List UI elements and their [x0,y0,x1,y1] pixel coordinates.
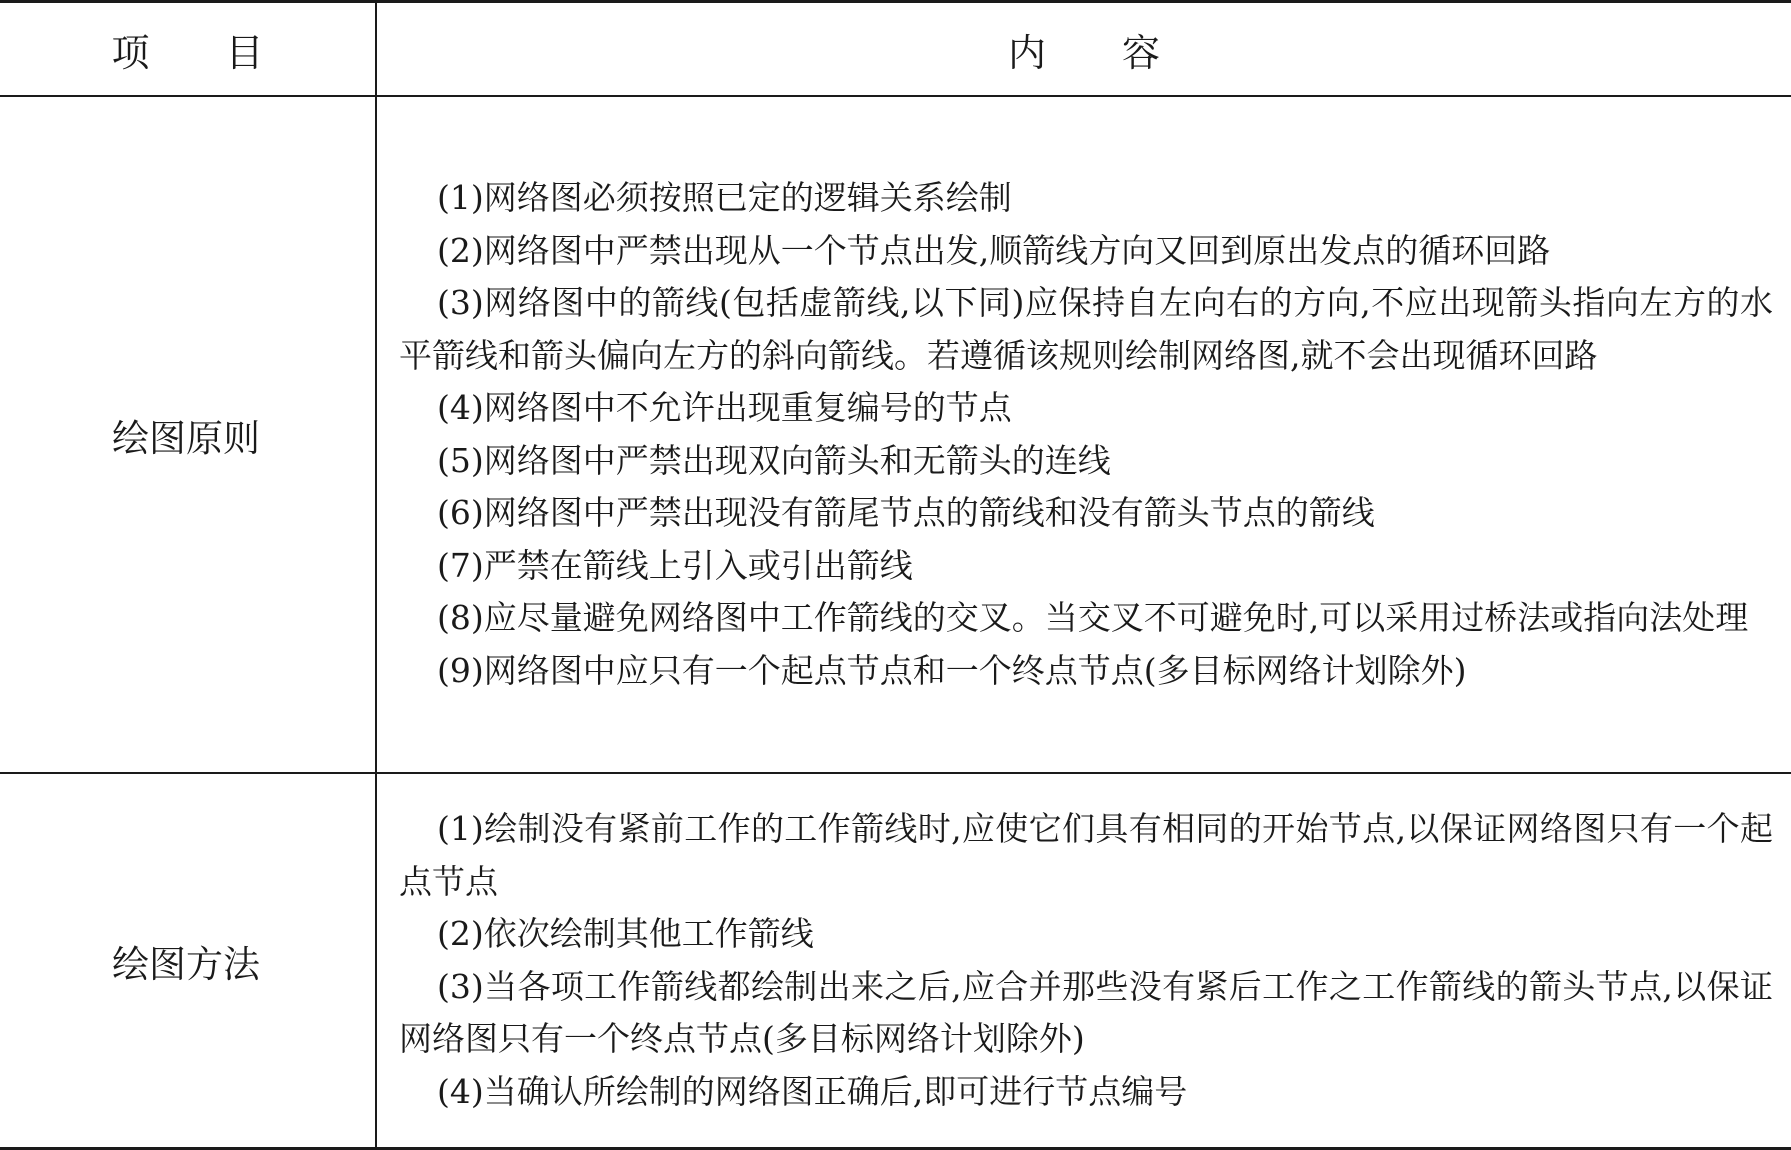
method-2: (2)依次绘制其他工作箭线 [437,914,814,954]
header-item-char-2: 目 [225,30,264,75]
table-header-row [0,2,1791,97]
method-1: (1)绘制没有紧前工作的工作箭线时,应使它们具有相同的开始节点,以保证网络图只有一个起点节点 [399,809,1773,901]
header-content-label [1008,22,1160,77]
row-item-cell [0,96,376,773]
header-content-char-2: 容 [1122,30,1161,75]
header-content-char-1: 内 [1007,30,1046,75]
principle-1: (1)网络图必须按照已定的逻辑关系绘制 [437,178,1012,218]
principle-2: (2)网络图中严禁出现从一个节点出发,顺箭线方向又回到原出发点的循环回路 [437,230,1551,270]
row-content-cell [376,773,1791,1148]
header-item-cell [0,2,376,97]
principle-5: (5)网络图中严禁出现双向箭头和无箭头的连线 [437,440,1111,480]
header-item-label [111,22,263,77]
table-row-drawing-principles [0,96,1791,773]
principle-8: (8)应尽量避免网络图中工作箭线的交叉。当交叉不可避免时,可以采用过桥法或指向法处理 [437,598,1749,638]
header-item-char-1: 项 [111,30,150,75]
row-item-label: 绘图方法 [112,942,260,986]
principle-9: (9)网络图中应只有一个起点节点和一个终点节点(多目标网络计划除外) [437,650,1467,690]
principle-6: (6)网络图中严禁出现没有箭尾节点的箭线和没有箭头节点的箭线 [437,493,1375,533]
method-4: (4)当确认所绘制的网络图正确后,即可进行节点编号 [437,1071,1188,1111]
principle-3: (3)网络图中的箭线(包括虚箭线,以下同)应保持自左向右的方向,不应出现箭头指向左方的水平箭线和箭头偏向左方的斜向箭线。若遵循该规则绘制网络图,就不会出现循环回路 [399,283,1773,375]
method-3: (3)当各项工作箭线都绘制出来之后,应合并那些没有紧后工作之工作箭线的箭头节点,以保证网络图只有一个终点节点(多目标网络计划除外) [399,966,1773,1059]
row-content-cell [376,96,1791,773]
row-item-cell [0,773,376,1148]
table-row-drawing-methods [0,773,1791,1148]
principle-7: (7)严禁在箭线上引入或引出箭线 [437,545,913,585]
row-item-label: 绘图原则 [112,416,260,460]
header-content-cell [376,2,1791,97]
principle-4: (4)网络图中不允许出现重复编号的节点 [437,388,1012,428]
